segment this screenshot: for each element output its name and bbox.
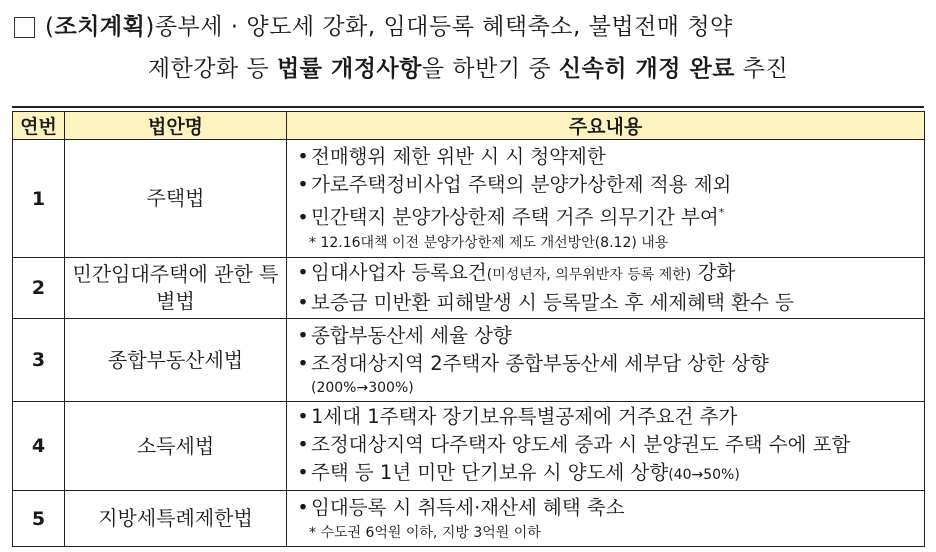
content-item [295,199,918,232]
header-text-2a: 제한강화 등 [147,56,278,82]
bullet-icon: • [297,433,309,456]
content-item [295,259,918,289]
bullet-icon: • [297,173,309,197]
row-number: 5 [13,491,65,547]
law-name: 종합부동산세법 [65,319,287,402]
column-header-main-content: 주요내용 [287,112,925,140]
content-item [295,143,918,171]
content-item [295,350,918,378]
content-item-detail: (40→50%) [668,467,740,483]
footnote: * 수도권 6억원 이하, 지방 3억원 이하 [309,524,541,541]
content-item-text: 가로주택정비사업 주택의 분양가상한제 적용 제외 [311,173,732,197]
header-text-2b: 을 하반기 중 [421,56,559,82]
content-item [295,431,918,459]
header-bold-quick-completion: 신속히 개정 완료 [558,56,735,82]
content-item-text: 임대사업자 등록요건 [311,261,487,284]
table-header-row [13,112,925,140]
bullet-icon: • [297,352,309,375]
plan-label-close-paren: ) [145,14,155,40]
law-name: 주택법 [65,140,287,258]
content-item [295,459,918,489]
header-line-1 [12,6,924,48]
table-row [13,140,925,258]
content-item [295,289,918,317]
table-row [13,258,925,319]
bullet-icon: • [297,405,309,428]
law-amendment-table [12,111,925,547]
bullet-icon: • [297,261,309,284]
content-item-text: 1세대 1주택자 장기보유특별공제에 거주요건 추가 [311,405,738,428]
column-header-number: 연번 [13,112,65,140]
content-item [295,171,918,199]
content-cell [287,491,925,547]
law-name: 지방세특례제한법 [65,491,287,547]
footnote: * 12.16대책 이전 분양가상한제 제도 개선방안(8.12) 내용 [309,234,669,251]
content-item-text: 임대등록 시 취득세·재산세 혜택 축소 [311,495,625,519]
table-row [13,402,925,491]
checkbox-icon [14,17,35,38]
header-line-2 [12,48,924,90]
law-name: 민간임대주택에 관한 특별법 [65,258,287,319]
table-top-rule [12,106,924,108]
header-text-1: 종부세 · 양도세 강화, 임대등록 혜택축소, 불법전매 청약 [154,14,733,40]
content-item [295,403,918,431]
content-item-text: 조정대상지역 다주택자 양도세 중과 시 분양권도 주택 수에 포함 [311,433,851,456]
row-number: 4 [13,402,65,491]
row-number: 2 [13,258,65,319]
bullet-icon: • [297,461,309,484]
content-item-continuation: (200%→300%) [311,380,414,396]
content-item-suffix: 강화 [691,261,736,284]
content-item-text: 조정대상지역 2주택자 종합부동산세 세부담 상한 상향 [311,352,769,375]
bullet-icon: • [297,324,309,347]
row-number: 1 [13,140,65,258]
content-cell [287,258,925,319]
plan-label: 조치계획 [54,14,146,40]
content-item-detail: (미성년자, 의무위반자 등록 제한) [486,267,692,283]
content-cell [287,319,925,402]
bullet-icon: • [297,205,309,229]
content-item [295,494,918,522]
bullet-icon: • [297,495,309,519]
content-cell [287,402,925,491]
bullet-icon: • [297,145,309,169]
header-bold-law-changes: 법률 개정사항 [277,56,422,82]
content-item-text: 전매행위 제한 위반 시 시 청약제한 [311,145,606,169]
plan-label-open-paren: ( [45,14,55,40]
footnote-mark: * [718,206,725,220]
plan-header [12,6,924,90]
table-row [13,491,925,547]
content-cell [287,140,925,258]
row-number: 3 [13,319,65,402]
content-item-text: 민간택지 분양가상한제 주택 거주 의무기간 부여 [311,205,719,229]
content-item-text: 주택 등 1년 미만 단기보유 시 양도세 상향 [311,461,669,484]
content-item-text: 보증금 미반환 피해발생 시 등록말소 후 세제혜택 환수 등 [311,291,794,314]
content-item-text: 종합부동산세 세율 상향 [311,324,512,347]
column-header-law-name: 법안명 [65,112,287,140]
header-text-2c: 추진 [734,56,789,82]
table-row [13,319,925,402]
content-item [295,322,918,350]
law-name: 소득세법 [65,402,287,491]
bullet-icon: • [297,291,309,314]
